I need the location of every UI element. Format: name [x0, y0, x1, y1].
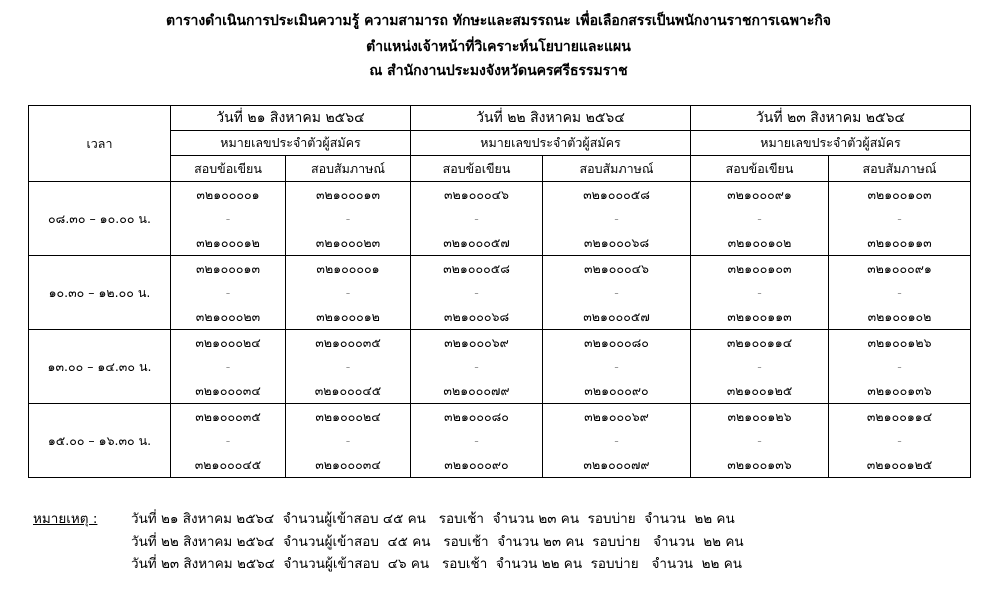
applicant-range-cell — [691, 404, 829, 478]
range-start-number: ๓๒๑๐๐๐๒๔ — [195, 334, 261, 350]
applicant-range-cell — [411, 182, 543, 256]
range-start-number: ๓๒๑๐๐๑๐๓ — [867, 186, 932, 202]
range-separator: - — [614, 358, 619, 374]
time-slot: ๑๓.๐๐ – ๑๔.๓๐ น. — [29, 330, 171, 404]
day3-applicant-number-header: หมายเลขประจำตัวผู้สมัคร — [691, 131, 971, 156]
range-separator: - — [474, 432, 479, 448]
range-separator: - — [345, 358, 351, 374]
day1-applicant-number-header: หมายเลขประจำตัวผู้สมัคร — [171, 131, 411, 156]
applicant-range-cell — [829, 330, 971, 404]
applicant-range-cell — [171, 404, 286, 478]
range-start-number: ๓๒๑๐๐๐๙๑ — [867, 260, 932, 276]
range-start-number: ๓๒๑๐๐๐๑๓ — [195, 260, 261, 276]
applicant-range-cell — [543, 404, 691, 478]
applicant-range-cell — [691, 182, 829, 256]
applicant-range-cell — [286, 404, 411, 478]
range-end-number: ๓๒๑๐๐๑๓๖ — [867, 382, 932, 398]
range-separator: - — [897, 358, 902, 374]
range-separator: - — [614, 284, 619, 300]
range-separator: - — [757, 284, 762, 300]
range-separator: - — [345, 432, 351, 448]
range-separator: - — [614, 432, 619, 448]
range-separator: - — [757, 432, 762, 448]
range-end-number: ๓๒๑๐๐๐๔๕ — [314, 382, 382, 398]
range-start-number: ๓๒๑๐๐๐๖๙ — [584, 408, 649, 424]
range-end-number: ๓๒๑๐๐๑๐๒ — [867, 308, 932, 324]
range-start-number: ๓๒๑๐๐๑๑๔ — [726, 334, 793, 350]
range-end-number: ๓๒๑๐๐๐๑๒ — [316, 308, 380, 324]
applicant-range-cell — [829, 256, 971, 330]
range-start-number: ๓๒๑๐๐๐๒๔ — [315, 408, 381, 424]
range-separator: - — [225, 210, 231, 226]
range-end-number: ๓๒๑๐๐๑๑๓ — [867, 234, 932, 250]
note-line-day2: วันที่ ๒๒ สิงหาคม ๒๕๖๔ จำนวนผู้เข้าสอบ ๔๕ คน รอบเช้า จำนวน ๒๓ คน รอบบ่าย จำนวน ๒๒ คน — [131, 533, 744, 550]
range-end-number: ๓๒๑๐๐๐๖๘ — [443, 308, 510, 324]
range-end-number: ๓๒๑๐๐๑๒๕ — [726, 382, 793, 398]
range-separator: - — [474, 284, 479, 300]
range-end-number: ๓๒๑๐๐๐๙๐ — [444, 456, 509, 472]
range-separator: - — [225, 284, 231, 300]
range-start-number: ๓๒๑๐๐๑๒๖ — [867, 334, 932, 350]
range-start-number: ๓๒๑๐๐๑๒๖ — [727, 408, 792, 424]
day2-date-header: วันที่ ๒๒ สิงหาคม ๒๕๖๔ — [411, 106, 691, 131]
range-end-number: ๓๒๑๐๐๐๕๗ — [443, 234, 510, 250]
range-end-number: ๓๒๑๐๐๐๓๔ — [195, 382, 261, 398]
range-end-number: ๓๒๑๐๐๑๒๕ — [866, 456, 933, 472]
range-start-number: ๓๒๑๐๐๐๖๙ — [444, 334, 509, 350]
range-separator: - — [897, 284, 902, 300]
applicant-range-cell — [411, 404, 543, 478]
range-separator: - — [474, 358, 479, 374]
range-separator: - — [757, 358, 762, 374]
applicant-range-cell — [691, 330, 829, 404]
day3-date-header: วันที่ ๒๓ สิงหาคม ๒๕๖๔ — [691, 106, 971, 131]
range-separator: - — [757, 210, 762, 226]
range-end-number: ๓๒๑๐๐๑๐๒ — [727, 234, 792, 250]
day1-interview-header: สอบสัมภาษณ์ — [286, 156, 411, 182]
range-start-number: ๓๒๑๐๐๐๕๘ — [583, 186, 650, 202]
applicant-range-cell — [286, 182, 411, 256]
day1-written-exam-header: สอบข้อเขียน — [171, 156, 286, 182]
range-end-number: ๓๒๑๐๐๐๔๕ — [194, 456, 262, 472]
document-title-line3: ณ สำนักงานประมงจังหวัดนครศรีธรรมราช — [369, 63, 628, 79]
table-row — [29, 256, 971, 330]
exam-schedule-table — [28, 105, 971, 478]
range-end-number: ๓๒๑๐๐๐๕๗ — [583, 308, 650, 324]
applicant-range-cell — [286, 330, 411, 404]
range-end-number: ๓๒๑๐๐๐๒๓ — [195, 308, 261, 324]
range-end-number: ๓๒๑๐๐๑๑๓ — [727, 308, 792, 324]
day2-applicant-number-header: หมายเลขประจำตัวผู้สมัคร — [411, 131, 691, 156]
document-title-line1: ตารางดำเนินการประเมินความรู้ ความสามารถ ทักษะและสมรรถนะ เพื่อเลือกสรรเป็นพนักงานราชการเฉพาะกิจ — [165, 13, 832, 29]
range-end-number: ๓๒๑๐๐๐๗๙ — [443, 382, 510, 398]
range-end-number: ๓๒๑๐๐๐๖๘ — [583, 234, 650, 250]
applicant-range-cell — [691, 256, 829, 330]
range-start-number: ๓๒๑๐๐๐๐๑ — [316, 260, 380, 276]
range-separator: - — [225, 358, 231, 374]
range-start-number: ๓๒๑๐๐๑๑๔ — [866, 408, 933, 424]
table-row — [29, 330, 971, 404]
range-separator: - — [345, 210, 351, 226]
applicant-range-cell — [171, 330, 286, 404]
applicant-range-cell — [171, 256, 286, 330]
note-line-day1: วันที่ ๒๑ สิงหาคม ๒๕๖๔ จำนวนผู้เข้าสอบ ๔๕ คน รอบเช้า จำนวน ๒๓ คน รอบบ่าย จำนวน ๒๒ คน — [131, 511, 735, 527]
time-slot: ๑๐.๓๐ – ๑๒.๐๐ น. — [29, 256, 171, 330]
day2-interview-header: สอบสัมภาษณ์ — [543, 156, 691, 182]
range-separator: - — [897, 432, 902, 448]
notes-lines — [131, 508, 744, 576]
range-start-number: ๓๒๑๐๐๐๙๑ — [727, 186, 792, 202]
day3-interview-header: สอบสัมภาษณ์ — [829, 156, 971, 182]
range-start-number: ๓๒๑๐๐๐๕๘ — [443, 260, 510, 276]
day3-written-exam-header: สอบข้อเขียน — [691, 156, 829, 182]
range-start-number: ๓๒๑๐๐๐๓๕ — [195, 408, 261, 424]
range-start-number: ๓๒๑๐๐๐๐๑ — [196, 186, 260, 202]
applicant-range-cell — [543, 330, 691, 404]
range-start-number: ๓๒๑๐๐๐๘๐ — [584, 334, 649, 350]
range-start-number: ๓๒๑๐๐๐๔๖ — [443, 186, 509, 202]
table-row — [29, 404, 971, 478]
applicant-range-cell — [829, 182, 971, 256]
note-line-day3: วันที่ ๒๓ สิงหาคม ๒๕๖๔ จำนวนผู้เข้าสอบ ๔๖ คน รอบเช้า จำนวน ๒๒ คน รอบบ่าย จำนวน ๒๒ คน — [131, 556, 742, 572]
range-start-number: ๓๒๑๐๐๐๘๐ — [444, 408, 509, 424]
range-end-number: ๓๒๑๐๐๐๗๙ — [583, 456, 650, 472]
range-separator: - — [225, 432, 231, 448]
range-end-number: ๓๒๑๐๐๐๓๔ — [315, 456, 381, 472]
schedule-body — [29, 182, 971, 478]
table-row — [29, 182, 971, 256]
applicant-range-cell — [286, 256, 411, 330]
range-separator: - — [614, 210, 619, 226]
time-slot: ๑๕.๐๐ – ๑๖.๓๐ น. — [29, 404, 171, 478]
applicant-range-cell — [829, 404, 971, 478]
day2-written-exam-header: สอบข้อเขียน — [411, 156, 543, 182]
applicant-range-cell — [411, 330, 543, 404]
notes-label: หมายเหตุ : — [33, 511, 98, 527]
range-start-number: ๓๒๑๐๐๐๔๖ — [583, 260, 649, 276]
day1-date-header: วันที่ ๒๑ สิงหาคม ๒๕๖๔ — [171, 106, 411, 131]
time-slot: ๐๘.๓๐ – ๑๐.๐๐ น. — [29, 182, 171, 256]
applicant-range-cell — [411, 256, 543, 330]
range-end-number: ๓๒๑๐๐๐๑๒ — [196, 234, 260, 250]
time-column-header: เวลา — [29, 106, 171, 182]
range-end-number: ๓๒๑๐๐๑๓๖ — [727, 456, 792, 472]
range-separator: - — [897, 210, 902, 226]
applicant-range-cell — [171, 182, 286, 256]
applicant-range-cell — [543, 256, 691, 330]
range-start-number: ๓๒๑๐๐๑๐๓ — [727, 260, 792, 276]
range-separator: - — [345, 284, 351, 300]
range-separator: - — [474, 210, 479, 226]
applicant-range-cell — [543, 182, 691, 256]
range-start-number: ๓๒๑๐๐๐๓๕ — [315, 334, 381, 350]
range-end-number: ๓๒๑๐๐๐๙๐ — [584, 382, 649, 398]
range-start-number: ๓๒๑๐๐๐๑๓ — [315, 186, 381, 202]
range-end-number: ๓๒๑๐๐๐๒๓ — [315, 234, 381, 250]
document-title-line2: ตำแหน่งเจ้าหน้าที่วิเคราะห์นโยบายและแผน — [366, 39, 631, 55]
